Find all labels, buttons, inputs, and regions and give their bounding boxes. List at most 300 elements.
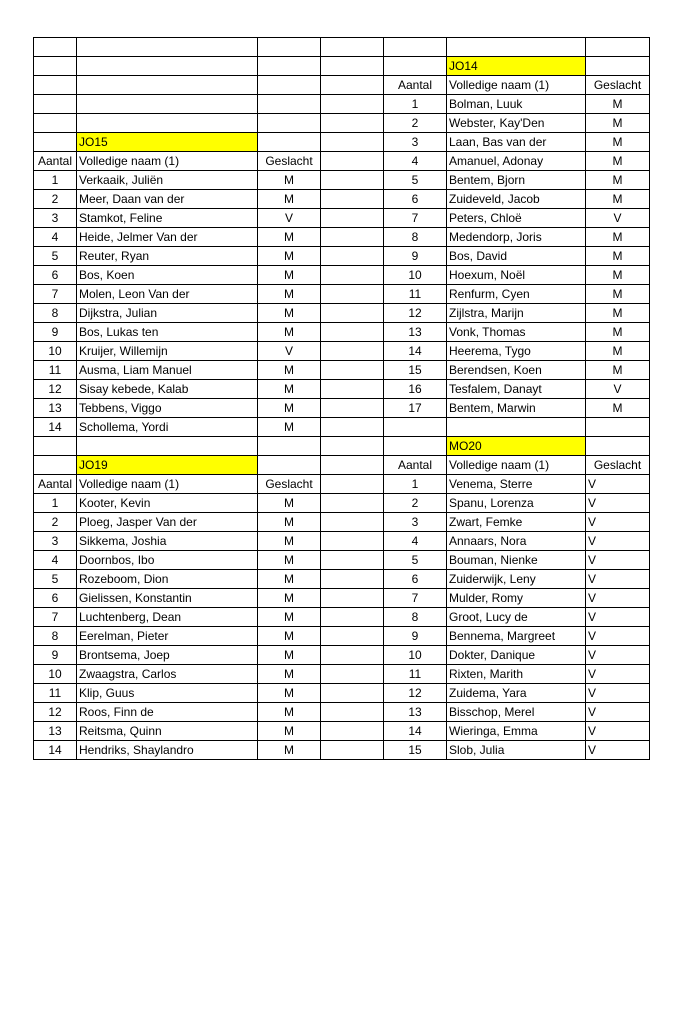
row-count[interactable]: 3 [384,132,447,151]
row-name[interactable]: Meer, Daan van der [77,189,258,208]
empty-cell[interactable] [321,227,384,246]
row-name[interactable]: Berendsen, Koen [447,360,586,379]
row-name[interactable]: Webster, Kay'Den [447,113,586,132]
row-name[interactable]: Slob, Julia [447,740,586,759]
row-name[interactable]: Verkaaik, Juliën [77,170,258,189]
row-name[interactable]: Zwaagstra, Carlos [77,664,258,683]
empty-cell[interactable] [321,398,384,417]
empty-cell[interactable] [384,56,447,75]
empty-cell[interactable] [77,75,258,94]
row-count[interactable]: 10 [384,645,447,664]
team-title-mo20[interactable]: MO20 [447,436,586,455]
row-gender[interactable]: M [258,417,321,436]
header-count[interactable]: Aantal [384,455,447,474]
row-count[interactable]: 13 [34,398,77,417]
sheet-row [34,512,650,531]
row-count[interactable]: 6 [34,588,77,607]
empty-cell[interactable] [34,75,77,94]
sheet-row [34,626,650,645]
row-count[interactable]: 3 [34,531,77,550]
row-gender[interactable]: V [586,740,650,759]
empty-cell[interactable] [321,170,384,189]
row-count[interactable]: 15 [384,360,447,379]
empty-cell[interactable] [34,113,77,132]
row-name[interactable]: Rixten, Marith [447,664,586,683]
row-count[interactable]: 5 [384,170,447,189]
sheet-row [34,740,650,759]
row-name[interactable]: Hoexum, Noël [447,265,586,284]
row-name[interactable]: Kooter, Kevin [77,493,258,512]
row-count[interactable]: 6 [34,265,77,284]
row-gender[interactable]: V [586,607,650,626]
row-gender[interactable]: M [258,284,321,303]
row-gender[interactable]: M [258,702,321,721]
row-gender[interactable]: V [258,341,321,360]
empty-cell[interactable] [321,740,384,759]
empty-cell[interactable] [321,360,384,379]
row-name[interactable]: Schollema, Yordi [77,417,258,436]
empty-cell[interactable] [34,94,77,113]
row-count[interactable]: 4 [384,531,447,550]
row-count[interactable]: 9 [384,246,447,265]
row-name[interactable]: Peters, Chloë [447,208,586,227]
sheet-row [34,360,650,379]
row-gender[interactable]: M [258,227,321,246]
empty-cell[interactable] [321,322,384,341]
row-count[interactable]: 3 [384,512,447,531]
row-name[interactable]: Groot, Lucy de [447,607,586,626]
empty-cell[interactable] [321,588,384,607]
row-name[interactable]: Vonk, Thomas [447,322,586,341]
row-count[interactable]: 5 [34,569,77,588]
sheet-row [34,379,650,398]
row-name[interactable]: Reitsma, Quinn [77,721,258,740]
team-title-jo14[interactable]: JO14 [447,56,586,75]
sheet-row [34,56,650,75]
row-gender[interactable]: M [586,94,650,113]
row-name[interactable]: Kruijer, Willemijn [77,341,258,360]
empty-cell[interactable] [258,132,321,151]
header-count[interactable]: Aantal [384,75,447,94]
empty-cell[interactable] [321,607,384,626]
empty-cell[interactable] [258,94,321,113]
empty-cell[interactable] [321,265,384,284]
sheet-row [34,246,650,265]
empty-cell[interactable] [77,56,258,75]
row-count[interactable]: 14 [384,341,447,360]
row-name[interactable]: Reuter, Ryan [77,246,258,265]
row-name[interactable]: Spanu, Lorenza [447,493,586,512]
row-gender[interactable]: V [586,721,650,740]
row-gender[interactable]: V [586,702,650,721]
header-name[interactable]: Volledige naam (1) [447,455,586,474]
row-count[interactable]: 8 [384,227,447,246]
row-name[interactable]: Luchtenberg, Dean [77,607,258,626]
empty-cell[interactable] [34,38,77,57]
empty-cell[interactable] [258,56,321,75]
sheet-row [34,341,650,360]
row-count[interactable]: 14 [384,721,447,740]
row-gender[interactable]: M [586,284,650,303]
team-roster-sheet [33,37,650,760]
header-name[interactable]: Volledige naam (1) [77,151,258,170]
empty-cell[interactable] [321,436,384,455]
row-count[interactable]: 8 [384,607,447,626]
row-name[interactable]: Heide, Jelmer Van der [77,227,258,246]
empty-cell[interactable] [258,38,321,57]
row-name[interactable]: Mulder, Romy [447,588,586,607]
row-name[interactable]: Zuiderwijk, Leny [447,569,586,588]
row-name[interactable]: Annaars, Nora [447,531,586,550]
row-gender[interactable]: M [258,189,321,208]
row-gender[interactable]: V [586,645,650,664]
row-gender[interactable]: V [258,208,321,227]
header-gender[interactable]: Geslacht [258,474,321,493]
row-count[interactable]: 7 [384,588,447,607]
row-name[interactable]: Ausma, Liam Manuel [77,360,258,379]
header-count[interactable]: Aantal [34,151,77,170]
empty-cell[interactable] [321,474,384,493]
empty-cell[interactable] [77,94,258,113]
sheet-row [34,75,650,94]
row-count[interactable]: 13 [34,721,77,740]
empty-cell[interactable] [321,246,384,265]
header-gender[interactable]: Geslacht [586,75,650,94]
empty-cell[interactable] [586,436,650,455]
row-name[interactable]: Bentem, Marwin [447,398,586,417]
row-name[interactable]: Zijlstra, Marijn [447,303,586,322]
row-gender[interactable]: M [586,113,650,132]
sheet-row [34,645,650,664]
row-count[interactable]: 9 [34,322,77,341]
empty-cell[interactable] [321,721,384,740]
row-gender[interactable]: M [586,360,650,379]
row-name[interactable]: Bos, David [447,246,586,265]
row-count[interactable]: 1 [384,94,447,113]
row-name[interactable]: Bouman, Nienke [447,550,586,569]
row-count[interactable]: 11 [384,664,447,683]
row-gender[interactable]: M [258,322,321,341]
row-name[interactable]: Zuideveld, Jacob [447,189,586,208]
row-count[interactable]: 11 [34,360,77,379]
empty-cell[interactable] [321,75,384,94]
row-count[interactable]: 6 [384,189,447,208]
empty-cell[interactable] [34,436,77,455]
sheet-row [34,151,650,170]
sheet-row [34,550,650,569]
row-count[interactable]: 8 [34,303,77,322]
sheet-row [34,303,650,322]
row-name[interactable]: Venema, Sterre [447,474,586,493]
row-count[interactable]: 13 [384,322,447,341]
empty-cell[interactable] [586,38,650,57]
sheet-row [34,569,650,588]
empty-cell[interactable] [321,664,384,683]
empty-cell[interactable] [384,436,447,455]
empty-cell[interactable] [321,702,384,721]
row-count[interactable]: 15 [384,740,447,759]
row-gender[interactable]: M [586,227,650,246]
row-name[interactable]: Medendorp, Joris [447,227,586,246]
empty-cell[interactable] [321,626,384,645]
row-gender[interactable]: M [586,189,650,208]
empty-cell[interactable] [384,417,447,436]
empty-cell[interactable] [321,512,384,531]
empty-cell[interactable] [321,151,384,170]
row-gender[interactable]: M [586,398,650,417]
row-name[interactable]: Bennema, Margreet [447,626,586,645]
sheet-row [34,208,650,227]
row-name[interactable]: Dokter, Danique [447,645,586,664]
header-gender[interactable]: Geslacht [258,151,321,170]
empty-cell[interactable] [321,113,384,132]
row-name[interactable]: Renfurm, Cyen [447,284,586,303]
row-count[interactable]: 2 [34,189,77,208]
empty-cell[interactable] [321,569,384,588]
team-title-jo15[interactable]: JO15 [77,132,258,151]
row-count[interactable]: 1 [34,493,77,512]
row-name[interactable]: Doornbos, Ibo [77,550,258,569]
row-name[interactable]: Bos, Koen [77,265,258,284]
empty-cell[interactable] [258,436,321,455]
row-gender[interactable]: V [586,493,650,512]
sheet-row [34,588,650,607]
row-gender[interactable]: M [258,246,321,265]
row-gender[interactable]: V [586,664,650,683]
sheet-row [34,113,650,132]
empty-cell[interactable] [586,56,650,75]
row-count[interactable]: 16 [384,379,447,398]
header-name[interactable]: Volledige naam (1) [447,75,586,94]
empty-cell[interactable] [321,379,384,398]
row-count[interactable]: 14 [34,740,77,759]
row-count[interactable]: 12 [34,379,77,398]
row-gender[interactable]: M [258,740,321,759]
sheet-row [34,455,650,474]
row-name[interactable]: Rozeboom, Dion [77,569,258,588]
empty-cell[interactable] [447,417,586,436]
row-name[interactable]: Sikkema, Joshia [77,531,258,550]
empty-cell[interactable] [321,417,384,436]
team-title-jo19[interactable]: JO19 [77,455,258,474]
row-count[interactable]: 14 [34,417,77,436]
empty-cell[interactable] [447,38,586,57]
row-gender[interactable]: M [586,322,650,341]
sheet-row [34,189,650,208]
row-gender[interactable]: V [586,683,650,702]
row-name[interactable]: Bolman, Luuk [447,94,586,113]
row-gender[interactable]: M [258,721,321,740]
empty-cell[interactable] [34,455,77,474]
row-count[interactable]: 12 [34,702,77,721]
sheet-row [34,132,650,151]
row-name[interactable]: Amanuel, Adonay [447,151,586,170]
row-gender[interactable]: V [586,512,650,531]
row-gender[interactable]: V [586,569,650,588]
row-gender[interactable]: V [586,626,650,645]
row-count[interactable]: 2 [384,493,447,512]
row-count[interactable]: 12 [384,303,447,322]
row-count[interactable]: 1 [34,170,77,189]
row-count[interactable]: 9 [34,645,77,664]
row-count[interactable]: 7 [384,208,447,227]
row-name[interactable]: Stamkot, Feline [77,208,258,227]
row-gender[interactable]: M [586,246,650,265]
row-gender[interactable]: M [258,683,321,702]
row-gender[interactable]: M [586,170,650,189]
sheet-row [34,474,650,493]
empty-cell[interactable] [34,56,77,75]
row-name[interactable]: Tebbens, Viggo [77,398,258,417]
row-name[interactable]: Bentem, Bjorn [447,170,586,189]
sheet-row [34,94,650,113]
row-count[interactable]: 12 [384,683,447,702]
row-gender[interactable]: V [586,550,650,569]
row-name[interactable]: Hendriks, Shaylandro [77,740,258,759]
row-gender[interactable]: M [258,531,321,550]
empty-cell[interactable] [77,436,258,455]
empty-cell[interactable] [321,550,384,569]
row-name[interactable]: Zuidema, Yara [447,683,586,702]
row-gender[interactable]: M [258,645,321,664]
sheet-row [34,38,650,57]
empty-cell[interactable] [321,94,384,113]
row-name[interactable]: Gielissen, Konstantin [77,588,258,607]
sheet-row [34,683,650,702]
row-count[interactable]: 4 [384,151,447,170]
row-gender[interactable]: M [586,265,650,284]
sheet-row [34,493,650,512]
empty-cell[interactable] [321,455,384,474]
row-gender[interactable]: M [586,132,650,151]
sheet-row [34,531,650,550]
row-name[interactable]: Wieringa, Emma [447,721,586,740]
row-gender[interactable]: V [586,208,650,227]
empty-cell[interactable] [258,75,321,94]
empty-cell[interactable] [321,303,384,322]
row-gender[interactable]: V [586,474,650,493]
header-gender[interactable]: Geslacht [586,455,650,474]
row-gender[interactable]: M [258,265,321,284]
row-name[interactable]: Bisschop, Merel [447,702,586,721]
row-count[interactable]: 4 [34,227,77,246]
row-count[interactable]: 10 [34,341,77,360]
sheet-row [34,436,650,455]
row-gender[interactable]: M [258,360,321,379]
row-count[interactable]: 2 [384,113,447,132]
row-gender[interactable]: M [258,398,321,417]
row-name[interactable]: Brontsema, Joep [77,645,258,664]
row-count[interactable]: 5 [384,550,447,569]
row-gender[interactable]: M [586,341,650,360]
row-name[interactable]: Tesfalem, Danayt [447,379,586,398]
sheet-row [34,170,650,189]
row-count[interactable]: 7 [34,284,77,303]
row-gender[interactable]: M [258,588,321,607]
empty-cell[interactable] [321,189,384,208]
empty-cell[interactable] [258,113,321,132]
sheet-row [34,664,650,683]
row-gender[interactable]: M [586,151,650,170]
row-count[interactable]: 8 [34,626,77,645]
row-name[interactable]: Dijkstra, Julian [77,303,258,322]
empty-cell[interactable] [321,683,384,702]
row-count[interactable]: 9 [384,626,447,645]
row-gender[interactable]: V [586,531,650,550]
empty-cell[interactable] [321,645,384,664]
empty-cell[interactable] [321,208,384,227]
row-gender[interactable]: V [586,588,650,607]
row-name[interactable]: Molen, Leon Van der [77,284,258,303]
empty-cell[interactable] [321,38,384,57]
row-count[interactable]: 1 [384,474,447,493]
sheet-row [34,702,650,721]
empty-cell[interactable] [321,493,384,512]
row-gender[interactable]: V [586,379,650,398]
row-count[interactable]: 4 [34,550,77,569]
sheet-row [34,265,650,284]
row-count[interactable]: 10 [384,265,447,284]
empty-cell[interactable] [586,417,650,436]
row-count[interactable]: 2 [34,512,77,531]
row-gender[interactable]: M [258,170,321,189]
empty-cell[interactable] [321,531,384,550]
empty-cell[interactable] [321,132,384,151]
empty-cell[interactable] [384,38,447,57]
row-gender[interactable]: M [258,550,321,569]
empty-cell[interactable] [258,455,321,474]
row-gender[interactable]: M [586,303,650,322]
row-gender[interactable]: M [258,512,321,531]
row-name[interactable]: Laan, Bas van der [447,132,586,151]
sheet-row [34,398,650,417]
row-gender[interactable]: M [258,569,321,588]
row-count[interactable]: 3 [34,208,77,227]
row-gender[interactable]: M [258,379,321,398]
empty-cell[interactable] [321,284,384,303]
row-name[interactable]: Eerelman, Pieter [77,626,258,645]
row-count[interactable]: 17 [384,398,447,417]
empty-cell[interactable] [321,341,384,360]
row-gender[interactable]: M [258,493,321,512]
row-name[interactable]: Roos, Finn de [77,702,258,721]
row-name[interactable]: Bos, Lukas ten [77,322,258,341]
row-count[interactable]: 13 [384,702,447,721]
row-gender[interactable]: M [258,626,321,645]
row-name[interactable]: Sisay kebede, Kalab [77,379,258,398]
header-name[interactable]: Volledige naam (1) [77,474,258,493]
row-gender[interactable]: M [258,664,321,683]
row-name[interactable]: Ploeg, Jasper Van der [77,512,258,531]
row-count[interactable]: 11 [34,683,77,702]
empty-cell[interactable] [321,56,384,75]
empty-cell[interactable] [34,132,77,151]
sheet-row [34,284,650,303]
row-count[interactable]: 10 [34,664,77,683]
row-gender[interactable]: M [258,607,321,626]
row-count[interactable]: 11 [384,284,447,303]
row-count[interactable]: 6 [384,569,447,588]
row-name[interactable]: Heerema, Tygo [447,341,586,360]
empty-cell[interactable] [77,38,258,57]
empty-cell[interactable] [77,113,258,132]
row-gender[interactable]: M [258,303,321,322]
row-count[interactable]: 7 [34,607,77,626]
row-name[interactable]: Zwart, Femke [447,512,586,531]
row-count[interactable]: 5 [34,246,77,265]
header-count[interactable]: Aantal [34,474,77,493]
row-name[interactable]: Klip, Guus [77,683,258,702]
